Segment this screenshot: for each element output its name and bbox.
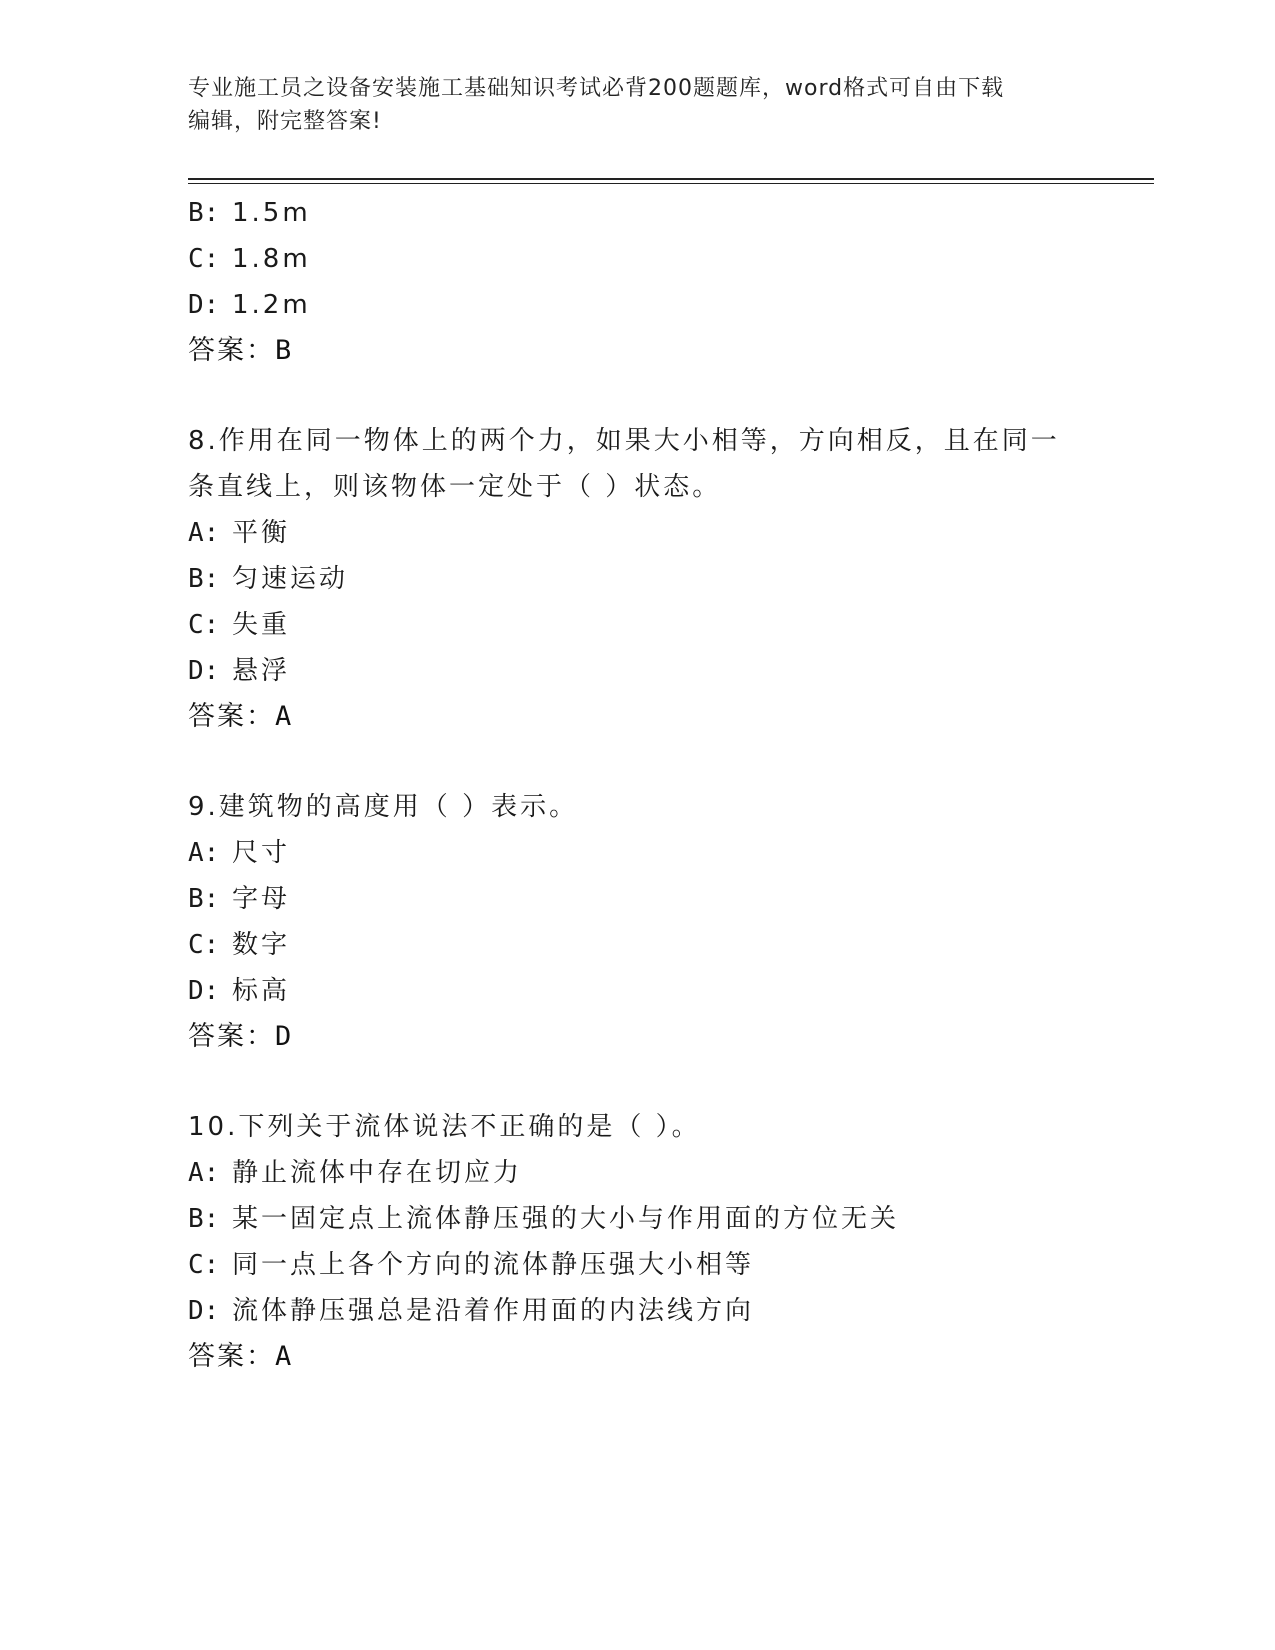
option-text: 悬浮 xyxy=(232,656,291,686)
page-header xyxy=(188,72,1088,138)
option-c xyxy=(188,1242,1154,1288)
option-text: 1.5m xyxy=(232,198,311,228)
option-text: 尺寸 xyxy=(232,838,291,868)
option-prefix: B: xyxy=(188,198,220,228)
option-prefix: B: xyxy=(188,564,220,594)
answer-value: A xyxy=(275,1341,294,1372)
option-prefix: B: xyxy=(188,1204,220,1234)
option-prefix: D: xyxy=(188,1296,220,1326)
option-text: 同一点上各个方向的流体静压强大小相等 xyxy=(232,1250,755,1280)
option-prefix: C: xyxy=(188,244,220,274)
option-prefix: A: xyxy=(188,838,220,868)
option-prefix: C: xyxy=(188,1250,220,1280)
question-stem-continued: 条直线上，则该物体一定处于（ ）状态。 xyxy=(188,472,722,502)
option-text: 字母 xyxy=(232,884,291,914)
answer-label: 答案： xyxy=(188,1341,275,1372)
option-d xyxy=(188,648,1154,694)
option-d xyxy=(188,1288,1154,1334)
answer-line xyxy=(188,1334,1154,1380)
option-prefix: D: xyxy=(188,976,220,1006)
option-b xyxy=(188,1196,1154,1242)
answer-value: D xyxy=(275,1021,294,1052)
option-text: 某一固定点上流体静压强的大小与作用面的方位无关 xyxy=(232,1204,900,1234)
option-a xyxy=(188,830,1154,876)
option-text: 失重 xyxy=(232,610,291,640)
option-b xyxy=(188,876,1154,922)
option-a xyxy=(188,1150,1154,1196)
answer-line xyxy=(188,694,1154,740)
option-d xyxy=(188,968,1154,1014)
option-a xyxy=(188,510,1154,556)
option-prefix: D: xyxy=(188,656,220,686)
spacer xyxy=(188,374,1154,418)
header-title-line1: 专业施工员之设备安装施工基础知识考试必背200题题库，word格式可自由下载 xyxy=(188,76,1005,101)
option-prefix: A: xyxy=(188,518,220,548)
option-text: 匀速运动 xyxy=(232,564,349,594)
option-text: 平衡 xyxy=(232,518,291,548)
option-text: 流体静压强总是沿着作用面的内法线方向 xyxy=(232,1296,755,1326)
header-title-line2: 编辑，附完整答案! xyxy=(188,109,382,134)
header-divider-thick xyxy=(188,178,1154,180)
option-c xyxy=(188,236,1154,282)
option-d xyxy=(188,282,1154,328)
header-divider-thin xyxy=(188,183,1154,184)
option-prefix: A: xyxy=(188,1158,220,1188)
option-c xyxy=(188,922,1154,968)
question-list xyxy=(188,190,1154,1380)
spacer xyxy=(188,1060,1154,1104)
option-b xyxy=(188,556,1154,602)
option-prefix: B: xyxy=(188,884,220,914)
option-text: 标高 xyxy=(232,976,291,1006)
answer-label: 答案： xyxy=(188,701,275,732)
spacer xyxy=(188,740,1154,784)
question-7-tail xyxy=(188,190,1154,374)
option-prefix: D: xyxy=(188,290,220,320)
question-10 xyxy=(188,1104,1154,1380)
question-stem: 9.建筑物的高度用（ ）表示。 xyxy=(188,792,579,822)
option-c xyxy=(188,602,1154,648)
answer-line xyxy=(188,1014,1154,1060)
option-text: 1.2m xyxy=(232,290,311,320)
answer-value: A xyxy=(275,701,294,732)
option-text: 1.8m xyxy=(232,244,311,274)
option-text: 静止流体中存在切应力 xyxy=(232,1158,523,1188)
question-stem: 8.作用在同一物体上的两个力，如果大小相等，方向相反，且在同一 xyxy=(188,426,1060,456)
question-stem: 10.下列关于流体说法不正确的是（ ）。 xyxy=(188,1112,701,1142)
answer-line xyxy=(188,328,1154,374)
option-prefix: C: xyxy=(188,610,220,640)
question-9 xyxy=(188,784,1154,1060)
option-b xyxy=(188,190,1154,236)
option-text: 数字 xyxy=(232,930,291,960)
question-8 xyxy=(188,418,1154,740)
answer-label: 答案： xyxy=(188,1021,275,1052)
answer-value: B xyxy=(275,335,294,366)
option-prefix: C: xyxy=(188,930,220,960)
answer-label: 答案： xyxy=(188,335,275,366)
